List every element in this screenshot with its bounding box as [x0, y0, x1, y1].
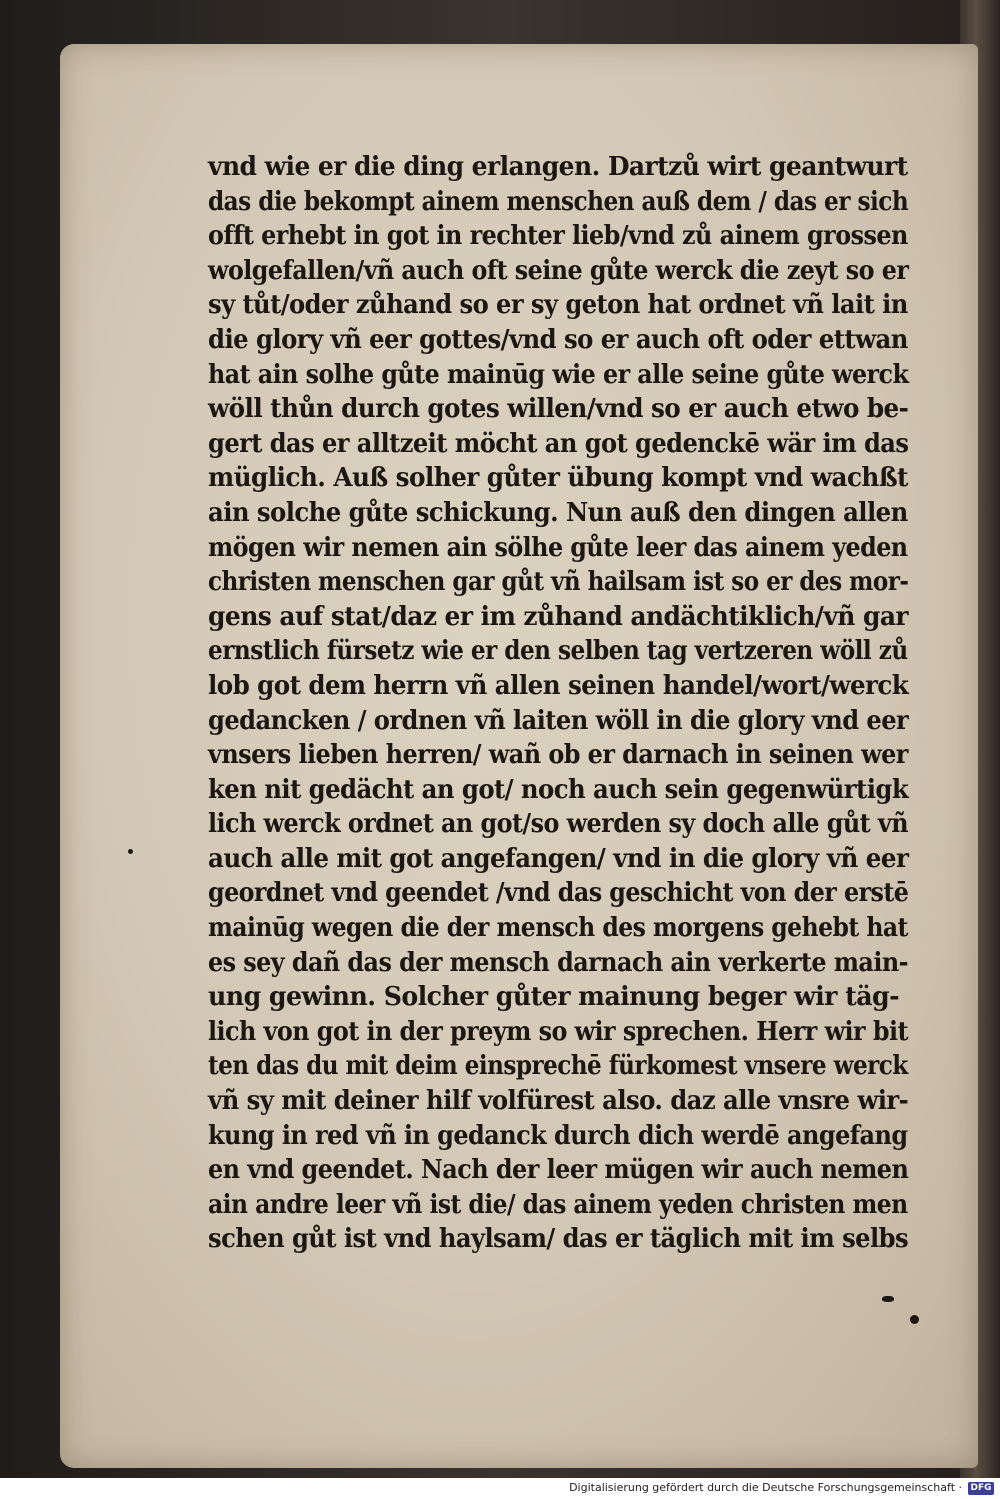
text-line: ain solche gůte schickung. Nun auß den dingen allen [208, 497, 908, 528]
text-line: vñ sy mit deiner hilf volfürest also. daz alle vnsre wir- [208, 1086, 909, 1117]
text-line: mainūg wegen die der mensch des morgens gehebt hat [208, 913, 908, 944]
ink-speck [910, 1315, 919, 1324]
text-line: en vnd geendet. Nach der leer mügen wir auch nemen [208, 1155, 909, 1186]
text-line: ung gewinn. Solcher gůter mainung beger wir täg- [208, 982, 900, 1013]
text-line: hat ain solhe gůte mainūg wie er alle seine gůte werck [208, 359, 909, 390]
text-line: gens auf stat/daz er im zůhand andächtiklich/vñ gar [208, 601, 909, 632]
text-line: es sey dañ das der mensch darnach ain verkerte main- [208, 947, 908, 978]
text-line: lich werck ordnet an got/so werden sy doch alle gůt vñ [208, 809, 908, 840]
text-line: christen menschen gar gůt vñ hailsam ist so er des mor- [208, 567, 909, 598]
text-line: offt erhebt in got in rechter lieb/vnd zů ainem grossen [208, 221, 908, 252]
funding-notice: Digitalisierung gefördert durch die Deutsche Forschungsgemeinschaft · [569, 1481, 962, 1494]
text-line: vnsers lieben herren/ wañ ob er darnach in seinen wer [208, 740, 908, 771]
text-line: wöll thůn durch gotes willen/vnd so er auch etwo be- [208, 394, 909, 425]
text-line: gedancken / ordnen vñ laiten wöll in die glory vnd eer [208, 705, 909, 736]
dfg-logo: DFG [968, 1482, 994, 1495]
text-line: ken nit gedächt an got/ noch auch sein gegenwürtigk [208, 774, 909, 805]
text-line: gert das er alltzeit möcht an got gedenckē wär im das [208, 428, 909, 459]
ink-speck [882, 1296, 894, 1302]
text-line: ain andre leer vñ ist die/ das ainem yeden christen men [208, 1189, 908, 1220]
footer-bar [0, 1478, 1000, 1499]
text-line: sy tůt/oder zůhand so er sy geton hat ordnet vñ lait in [208, 290, 908, 321]
text-line: die glory vñ eer gottes/vnd so er auch oft oder ettwan [208, 324, 908, 355]
text-line: das die bekompt ainem menschen auß dem / das er sich [208, 186, 909, 217]
text-line: kung in red vñ in gedanck durch dich werdē angefang [208, 1120, 908, 1151]
text-line: vnd wie er die ding erlangen. Dartzů wirt geantwurt [208, 152, 908, 182]
text-line: mögen wir nemen ain sölhe gůte leer das ainem yeden [208, 532, 908, 563]
page-text [208, 150, 928, 1257]
text-line: auch alle mit got angefangen/ vnd in die glory vñ eer [208, 843, 909, 874]
text-line: müglich. Auß solher gůter übung kompt vnd wachßt [208, 463, 908, 494]
text-line: ten das du mit deim einsprechē fürkomest vnsere werck [208, 1051, 908, 1082]
text-line: lich von got in der preym so wir sprechen. Herr wir bit [208, 1016, 908, 1047]
ink-speck [128, 849, 133, 854]
text-line: wolgefallen/vñ auch oft seine gůte werck die zeyt so er [208, 255, 909, 286]
text-line: schen gůt ist vnd haylsam/ das er täglich mit im selbs [208, 1224, 909, 1255]
text-line: geordnet vnd geendet /vnd das geschicht von der erstē [208, 878, 909, 909]
text-line: ernstlich fürsetz wie er den selben tag vertzeren wöll zů [208, 636, 908, 667]
text-line: lob got dem herrn vñ allen seinen handel/wort/werck [208, 670, 909, 701]
